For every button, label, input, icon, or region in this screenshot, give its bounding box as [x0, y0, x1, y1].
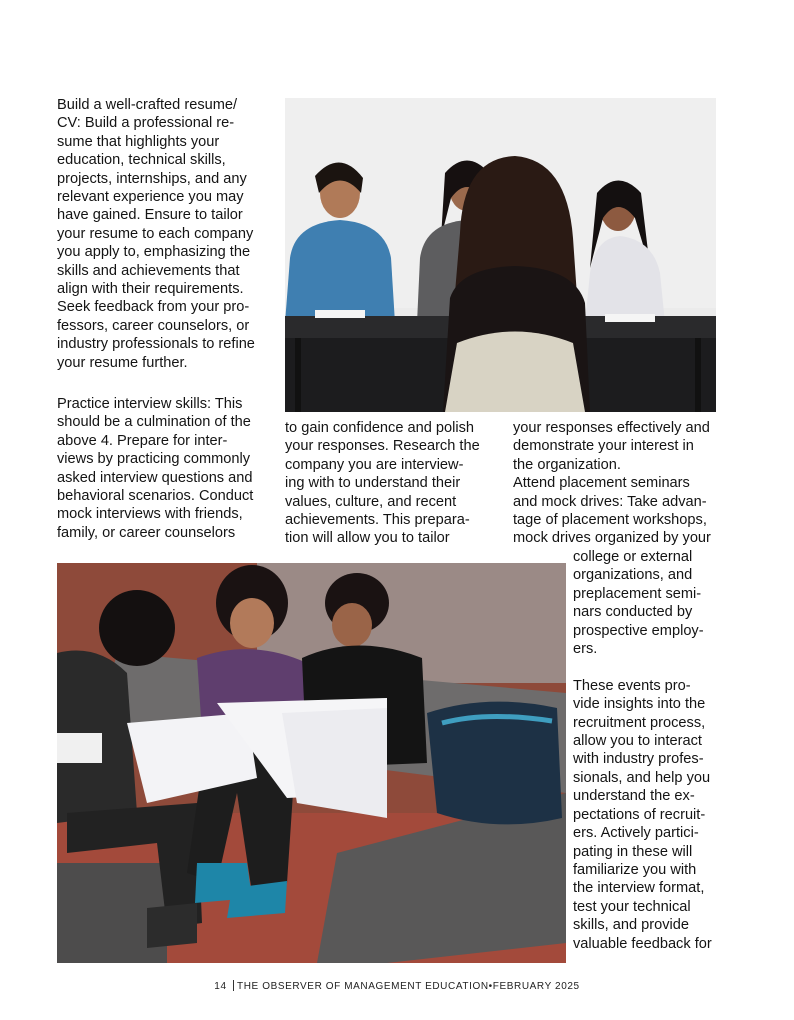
body-text-resume: Build a well-crafted resume/ CV: Build a professional re- sume that highlights your education, technical skills, projects, internships, and any relevant experience you may have gained. Ensure to tailor your resume to each company you apply to, emphasizing the skills and achievements that align with their requirements. Seek feedback from your pro- fessors, career counselors, or industry professionals to refine your resume further.: [57, 97, 255, 371]
interview-panel-photo: [285, 98, 716, 412]
publication-name: THE OBSERVER OF MANAGEMENT EDUCATION: [237, 981, 489, 992]
body-text-continued: to gain confidence and polish your responses. Research the company you are interview- ing with to understand their values, culture, and recent achievements. This prepara- tion will allow you to tailor: [285, 420, 480, 547]
students-studying-photo: [57, 563, 566, 963]
body-text-placement-seminars: your responses effectively and demonstrate your interest in the organization. Attend placement seminars and mock drives: Take advan- tage of placement workshops, mock drives organized by your: [513, 420, 711, 547]
page-number: 14: [214, 981, 227, 992]
body-text-events: college or external organizations, and preplacement semi- nars conducted by prospective employ- ers. These events pro- vide insights into the recruitment process, allow you to interact with industry profes- sionals, and help you understand the ex- pectations of recruit- ers. Actively partici- pating in these will familiarize you with the interview format, test your technical skills, and provide valuable feedback for: [573, 549, 712, 952]
issue-date: FEBRUARY 2025: [492, 981, 580, 992]
footer-divider: [233, 980, 234, 991]
body-text-interview: Practice interview skills: This should be a culmination of the above 4. Prepare for inter- views by practicing commonly asked interview questions and behavioral scenarios. Conduct mock interviews with friends, family, or career counselors: [57, 396, 254, 541]
page-footer: 14 THE OBSERVER OF MANAGEMENT EDUCATION•FEBRUARY 2025: [214, 981, 580, 992]
